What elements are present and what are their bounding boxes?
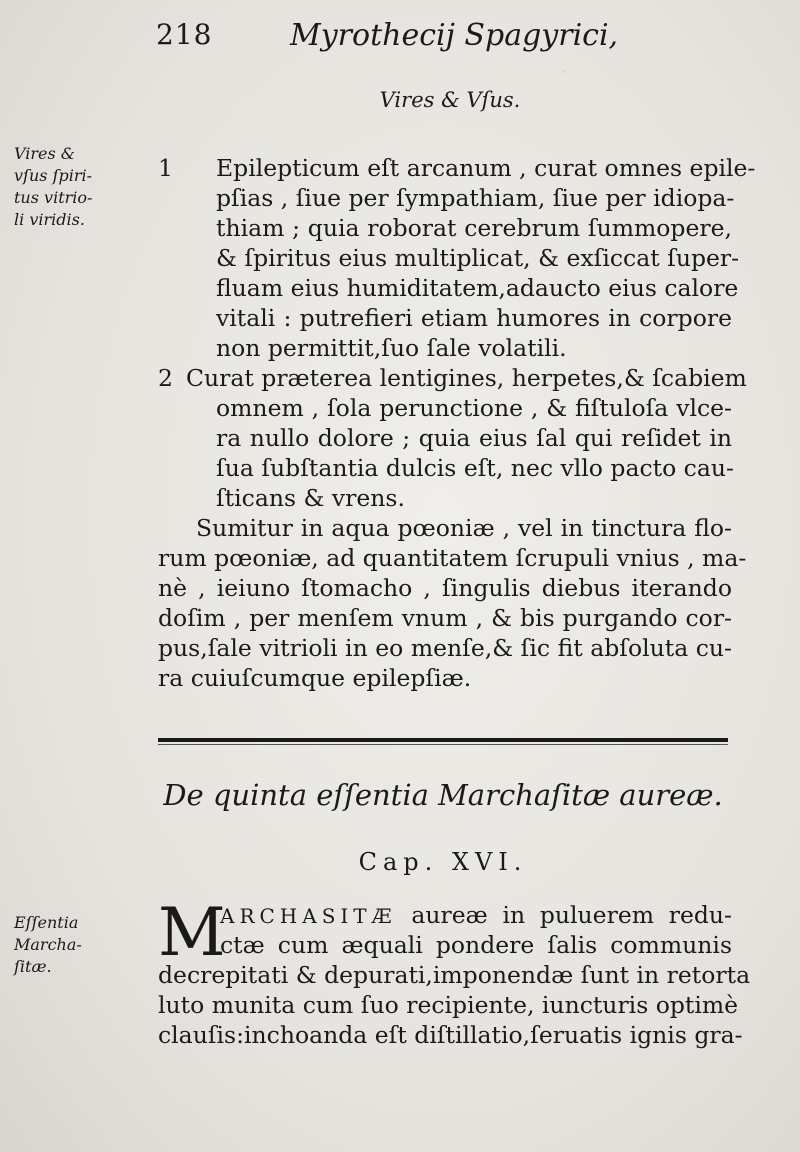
- margin-note-line: ſitæ.: [14, 957, 52, 976]
- item-text: Epilepticum eſt arcanum , curat omnes epile-: [216, 154, 756, 182]
- item-number: 2: [158, 364, 173, 392]
- drop-cap: M: [158, 894, 226, 971]
- margin-note-line: Vires &: [14, 144, 76, 163]
- running-title: Myrothecij Spagyrici,: [290, 18, 619, 53]
- text-line: [158, 363, 747, 393]
- text-line: rum pœoniæ, ad quantitatem ſcrupuli vnius , ma-: [158, 544, 747, 572]
- text-line: ra cuiuſcumque epilepſiæ.: [158, 664, 472, 692]
- chapter-title: De quinta eſſentia Marchaſitæ aureæ.: [163, 778, 723, 812]
- rule-hairline: [158, 744, 728, 745]
- section-heading: Vires & Vſus.: [379, 88, 521, 112]
- text-line: ctæ cum æquali pondere ſalis communis: [220, 931, 732, 959]
- text-line: Sumitur in aqua pœoniæ , vel in tinctura flo-: [196, 514, 732, 542]
- page-number: 218: [156, 18, 213, 51]
- text-line: decrepitati & depurati,imponendæ ſunt in retorta: [158, 961, 751, 989]
- ornamental-rule: [158, 738, 728, 746]
- running-head: [150, 18, 770, 58]
- text-line: luto munita cum ſuo recipiente, iuncturis optimè: [158, 991, 739, 1019]
- text-line: fluam eius humiditatem,adaucto eius calore: [216, 274, 739, 302]
- text-line: omnem , ſola perunctione , & fiſtuloſa vlce-: [216, 394, 732, 422]
- chapter-number: Cap. XVI.: [358, 848, 528, 876]
- text-line: pus,ſale vitrioli in eo menſe,& ſic fit abſoluta cu-: [158, 634, 732, 662]
- margin-note-vires: [14, 143, 139, 231]
- text-line-rest: aureæ in puluerem redu-: [396, 901, 732, 929]
- margin-note-line: Marcha-: [14, 935, 82, 954]
- show-through-text: ·: [560, 60, 567, 84]
- text-line: pſias , ſiue per ſympathiam, ſiue per idiopa-: [216, 184, 735, 212]
- margin-note-essentia: [14, 912, 139, 978]
- margin-note-line: vſus ſpiri-: [14, 166, 93, 185]
- margin-note-line: li viridis.: [14, 210, 85, 229]
- margin-note-line: Eſſentia: [14, 913, 79, 932]
- text-line: [158, 900, 732, 930]
- rule-bar: [158, 738, 728, 742]
- item-number: 1: [158, 154, 173, 182]
- chapter-body: [158, 894, 751, 1050]
- text-line: thiam ; quia roborat cerebrum ſummopere,: [216, 214, 732, 242]
- text-line: ſua ſubſtantia dulcis eſt, nec vllo pacto cau-: [216, 454, 734, 482]
- item-text: Curat præterea lentigines, herpetes,& ſcabiem: [186, 364, 747, 392]
- text-line: clauſis:inchoanda eſt diſtillatio,ſeruatis ignis gra-: [158, 1021, 743, 1049]
- text-line: ra nullo dolore ; quia eius ſal qui reſidet in: [216, 424, 732, 452]
- text-line: non permittit,ſuo ſale volatili.: [216, 334, 567, 362]
- margin-note-line: tus vitrio-: [14, 188, 93, 207]
- text-line: vitali : putrefieri etiam humores in corpore: [216, 304, 732, 332]
- text-line: doſim , per menſem vnum , & bis purgando cor-: [158, 604, 732, 632]
- small-caps-word: ARCHASITÆ: [220, 904, 397, 928]
- text-line: nè , ieiuno ſtomacho , ſingulis diebus iterando: [158, 574, 732, 602]
- text-line: ſticans & vrens.: [216, 484, 405, 512]
- text-line: & ſpiritus eius multiplicat, & exſiccat ſuper-: [216, 244, 740, 272]
- section-body: [158, 153, 756, 693]
- text-line: [158, 153, 756, 183]
